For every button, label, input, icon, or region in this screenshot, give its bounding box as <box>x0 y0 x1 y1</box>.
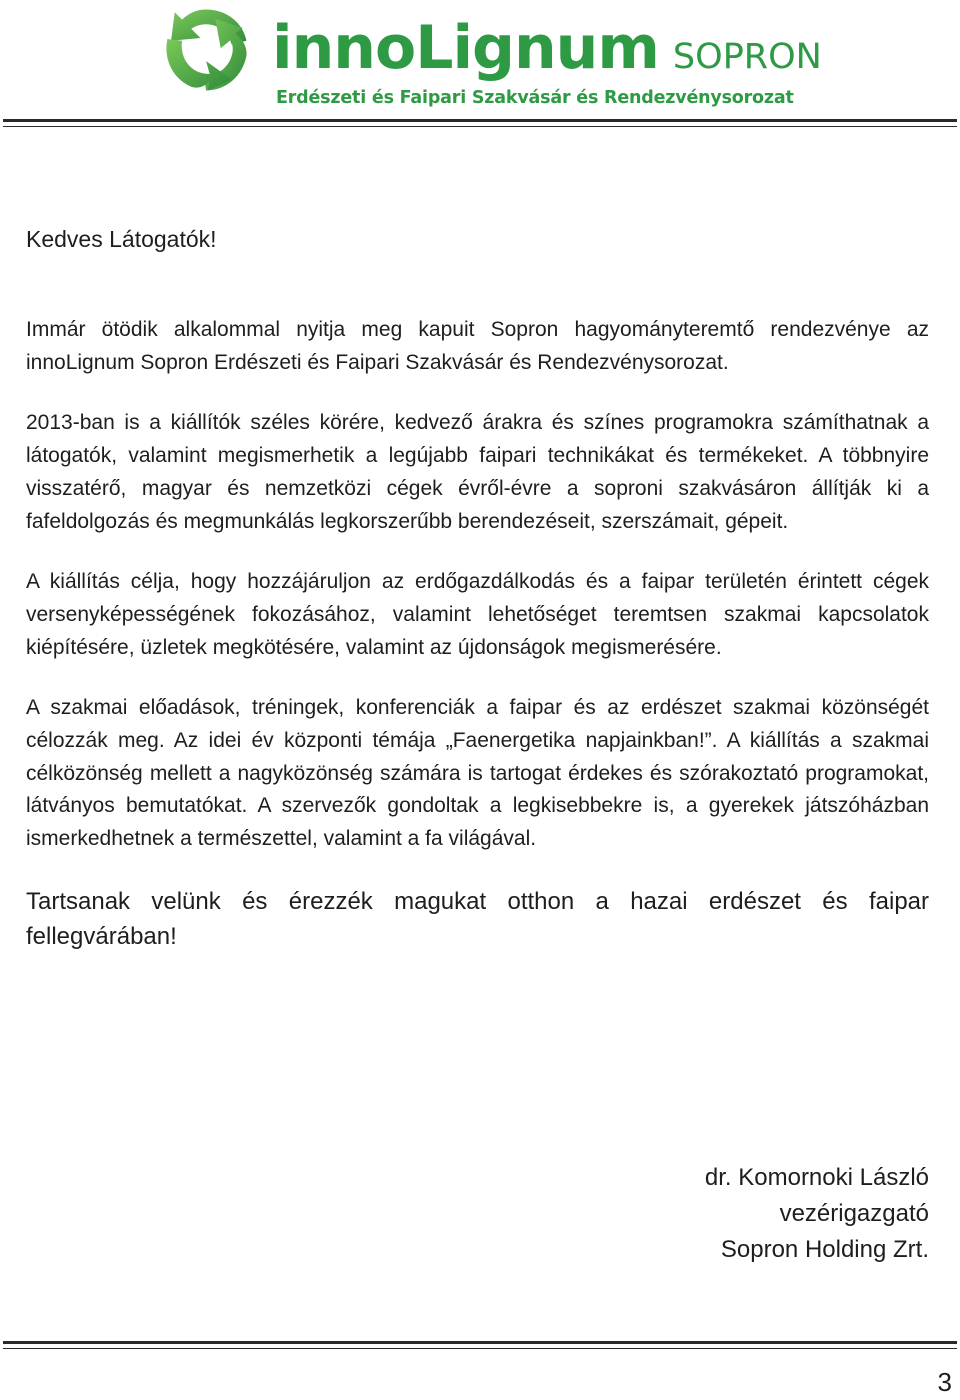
footer-divider-thick <box>3 1341 957 1344</box>
recycle-leaves-logo-icon <box>160 4 252 96</box>
header-divider-thick <box>3 119 957 122</box>
letter-paragraph-3: A kiállítás célja, hogy hozzájáruljon az erdőgazdálkodás és a faipar területén érintett cégek versenyképességének fokozásához, valamint lehetőséget teremtsen szakmai kapcsolatok kiépítésére, üzletek megkötésére, valamint az újdonságok megismerésére. <box>26 570 929 659</box>
header-divider-thin <box>3 126 957 127</box>
brand-city: SOPRON <box>672 37 822 77</box>
signature-company: Sopron Holding Zrt. <box>720 1236 929 1263</box>
signature-name: dr. Komornoki László <box>704 1164 929 1191</box>
brand-wordmark <box>272 8 822 88</box>
signature-block <box>705 1160 929 1268</box>
footer-divider-thin <box>3 1348 957 1349</box>
page-header <box>0 0 960 130</box>
page-number: 3 <box>937 1367 952 1397</box>
letter-greeting: Kedves Látogatók! <box>26 226 217 252</box>
brand-tagline: Erdészeti és Faipari Szakvásár és Rendezvénysorozat <box>276 88 794 108</box>
brand-name: innoLignum <box>272 13 659 83</box>
letter-paragraph-4: A szakmai előadások, tréningek, konferenciák a faipar és az erdészet szakmai közönségét célozzák meg. Az idei év központi témája „Faenergetika napjainkban!”. A kiállítás a szakmai célközönség mellett a nagyközönség számára is tartogat érdekes és szórakoztató programokat, látványos bemutatókat. A szervezők gondoltak a legkisebbekre is, a gyerekek játszóházban ismerkedhetnek a természettel, valamint a fa világával. <box>26 696 929 851</box>
letter-closing: Tartsanak velünk és érezzék magukat otthon a hazai erdészet és faipar fellegvárában! <box>26 887 929 950</box>
letter-paragraph-2: 2013-ban is a kiállítók széles körére, kedvező árakra és színes programokra számíthatnak a látogatók, valamint megismerhetik a legújabb faipari technikákat és termékeket. A többnyire visszatérő, magyar és nemzetközi cégek évről-évre a soproni szakvásáron állítják ki a fafeldolgozás és megmunkálás legkorszerűbb berendezéseit, szerszámait, gépeit. <box>26 411 929 533</box>
signature-title: vezérigazgató <box>779 1200 929 1227</box>
letter-body <box>26 222 929 954</box>
letter-paragraph-1: Immár ötödik alkalommal nyitja meg kapuit Sopron hagyományteremtő rendezvénye az innoLignum Sopron Erdészeti és Faipari Szakvásár és Rendezvénysorozat. <box>26 318 929 374</box>
